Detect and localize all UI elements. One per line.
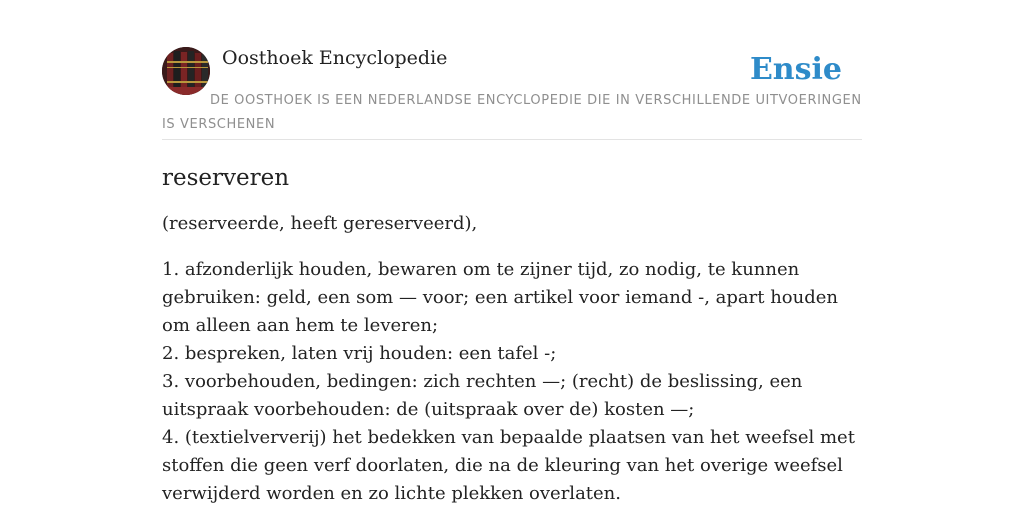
source-description: DE OOSTHOEK IS EEN NEDERLANDSE ENCYCLOPEDIE DIE IN VERSCHILLENDE UITVOERINGEN IS VERSCHENEN [162, 93, 862, 132]
entry-sense: 1. afzonderlijk houden, bewaren om te zijner tijd, zo nodig, te kunnen gebruiken: geld, een som — voor; een artikel voor iemand -, apart houden om alleen aan hem te leveren; [162, 259, 838, 336]
source-header [162, 0, 862, 140]
entry-forms: (reserveerde, heeft gereserveerd), [162, 213, 478, 234]
entry-sense: 4. (textielververij) het bedekken van bepaalde plaatsen van het weefsel met stoffen die geen verf doorlaten, die na de kleuring van het overige weefsel verwijderd worden en zo lichte plekken overlaten. [162, 427, 855, 504]
entry-sense: 2. bespreken, laten vrij houden: een tafel -; [162, 343, 557, 364]
source-avatar[interactable] [162, 47, 210, 95]
entry-content [162, 160, 862, 508]
source-title[interactable]: Oosthoek Encyclopedie [222, 47, 448, 69]
entry-headword: reserveren [162, 165, 290, 191]
entry-senses [162, 256, 862, 508]
encyclopedia-books-icon [162, 47, 210, 95]
ensie-logo[interactable]: Ensie [749, 52, 842, 87]
entry-sense: 3. voorbehouden, bedingen: zich rechten —; (recht) de beslissing, een uitspraak voorbehouden: de (uitspraak over de) kosten —; [162, 371, 803, 420]
